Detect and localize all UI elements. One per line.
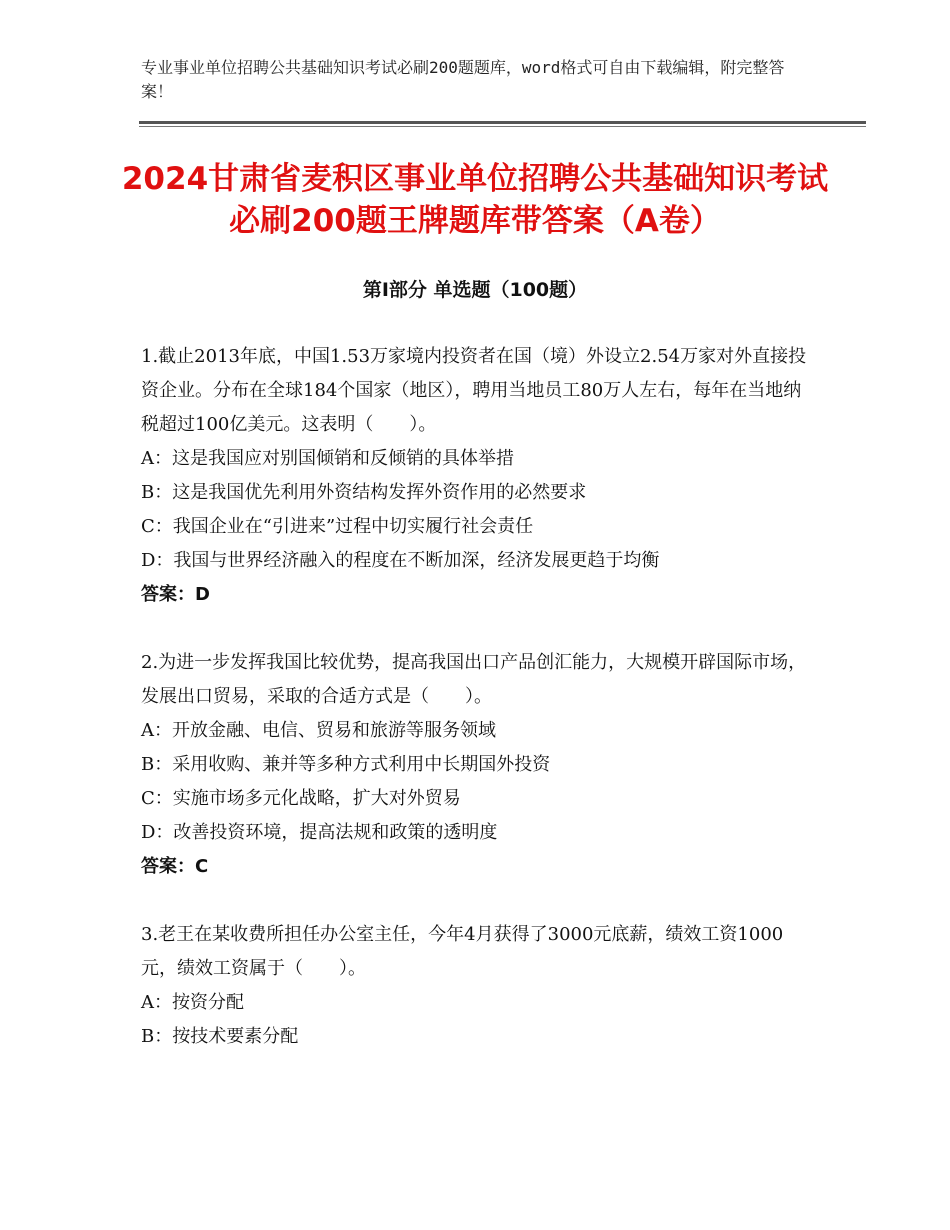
option-a: A：开放金融、电信、贸易和旅游等服务领域: [141, 720, 496, 741]
question-list: [141, 340, 811, 1088]
option-a: A：这是我国应对别国倾销和反倾销的具体举措: [141, 448, 514, 469]
option-c: C：实施市场多元化战略，扩大对外贸易: [141, 788, 461, 809]
option-b: B：采用收购、兼并等多种方式利用中长期国外投资: [141, 754, 551, 775]
option-d: D：我国与世界经济融入的程度在不断加深，经济发展更趋于均衡: [141, 550, 660, 571]
question-stem: 1.截止2013年底，中国1.53万家境内投资者在国（境）外设立2.54万家对外直接投资企业。分布在全球184个国家（地区），聘用当地员工80万人左右，每年在当地纳税超过100亿美元。这表明（ ）。: [141, 346, 807, 435]
question-stem: 2.为进一步发挥我国比较优势，提高我国出口产品创汇能力，大规模开辟国际市场，发展出口贸易，采取的合适方式是（ ）。: [141, 652, 807, 707]
option-d: D：改善投资环境，提高法规和政策的透明度: [141, 822, 498, 843]
question-3: [141, 918, 811, 1054]
answer-line: 答案：C: [141, 856, 209, 877]
option-a: A：按资分配: [141, 992, 244, 1013]
document-title: 2024甘肃省麦积区事业单位招聘公共基础知识考试必刷200题王牌题库带答案（A卷）: [121, 161, 829, 239]
answer-line: 答案：D: [141, 584, 210, 605]
header-note: 专业事业单位招聘公共基础知识考试必刷200题题库，word格式可自由下载编辑，附完整答案！: [141, 58, 785, 101]
header-divider-thick: [139, 121, 866, 124]
question-stem: 3.老王在某收费所担任办公室主任，今年4月获得了3000元底薪，绩效工资1000元，绩效工资属于（ ）。: [141, 924, 784, 979]
question-1: [141, 340, 811, 612]
option-b: B：按技术要素分配: [141, 1026, 299, 1047]
section-title: 第Ⅰ部分 单选题（100题）: [362, 279, 588, 301]
option-b: B：这是我国优先利用外资结构发挥外资作用的必然要求: [141, 482, 587, 503]
option-c: C：我国企业在“引进来”过程中切实履行社会责任: [141, 516, 534, 537]
header-divider-thin: [139, 126, 866, 127]
question-2: [141, 646, 811, 884]
